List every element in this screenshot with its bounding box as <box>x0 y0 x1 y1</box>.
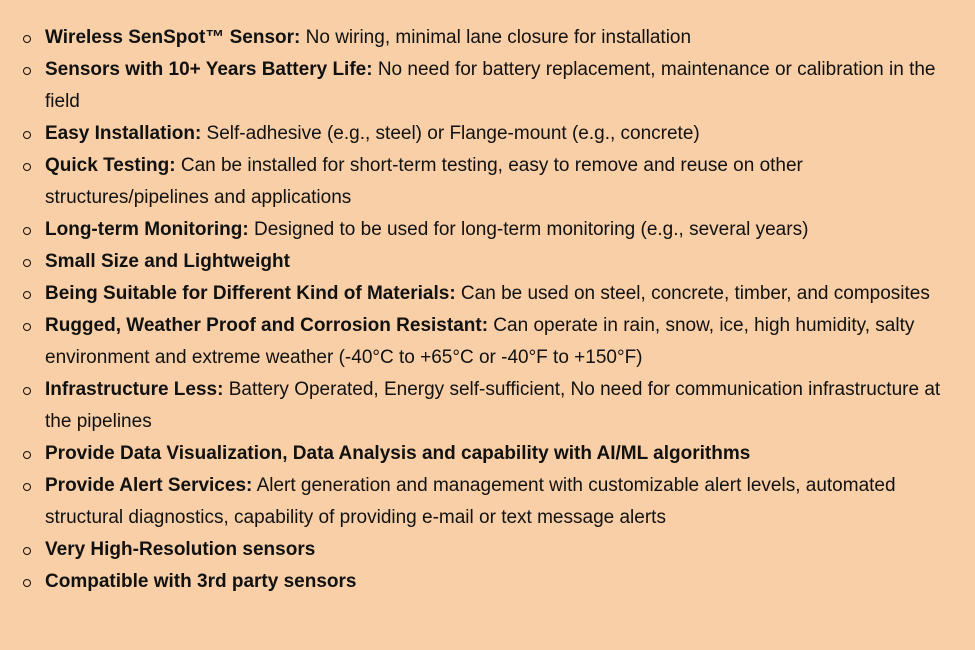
list-item <box>22 118 963 150</box>
list-item <box>22 310 963 374</box>
feature-description: No wiring, minimal lane closure for installation <box>300 27 692 48</box>
feature-title: Being Suitable for Different Kind of Materials: <box>45 283 456 304</box>
feature-description: Battery Operated, Energy self-sufficient, No need for communication infrastructure at the pipelines <box>45 379 941 432</box>
list-item <box>22 566 963 598</box>
hollow-bullet-icon <box>23 579 31 587</box>
feature-description: No need for battery replacement, maintenance or calibration in the field <box>45 59 936 112</box>
feature-title: Long-term Monitoring: <box>45 219 249 240</box>
list-item <box>22 22 963 54</box>
feature-title: Easy Installation: <box>45 123 202 144</box>
hollow-bullet-icon <box>23 323 31 331</box>
hollow-bullet-icon <box>23 291 31 299</box>
hollow-bullet-icon <box>23 35 31 43</box>
list-item <box>22 438 963 470</box>
feature-title: Rugged, Weather Proof and Corrosion Resistant: <box>45 315 489 336</box>
list-item <box>22 150 963 214</box>
list-item <box>22 470 963 534</box>
feature-title: Provide Alert Services: <box>45 475 253 496</box>
feature-description: Self-adhesive (e.g., steel) or Flange-mount (e.g., concrete) <box>201 123 700 144</box>
hollow-bullet-icon <box>23 451 31 459</box>
hollow-bullet-icon <box>23 483 31 491</box>
hollow-bullet-icon <box>23 387 31 395</box>
list-item <box>22 214 963 246</box>
list-item <box>22 534 963 566</box>
feature-description: Can be installed for short-term testing, easy to remove and reuse on other structures/pipelines and applications <box>45 155 803 208</box>
list-item <box>22 278 963 310</box>
hollow-bullet-icon <box>23 227 31 235</box>
feature-title: Sensors with 10+ Years Battery Life: <box>45 59 373 80</box>
feature-description: Alert generation and management with customizable alert levels, automated structural diagnostics, capability of providing e-mail or text message alerts <box>45 475 896 528</box>
hollow-bullet-icon <box>23 259 31 267</box>
feature-title: Small Size and Lightweight <box>45 251 290 272</box>
feature-description: Designed to be used for long-term monitoring (e.g., several years) <box>248 219 809 240</box>
list-item <box>22 54 963 118</box>
list-item <box>22 246 963 278</box>
hollow-bullet-icon <box>23 547 31 555</box>
feature-title: Provide Data Visualization, Data Analysis and capability with AI/ML algorithms <box>45 443 751 464</box>
feature-title: Wireless SenSpot™ Sensor: <box>45 27 301 48</box>
list-item <box>22 374 963 438</box>
feature-title: Quick Testing: <box>45 155 176 176</box>
feature-description: Can operate in rain, snow, ice, high humidity, salty environment and extreme weather (-40°C to +65°C or -40°F to +150°F) <box>45 315 915 368</box>
feature-title: Very High-Resolution sensors <box>45 539 316 560</box>
hollow-bullet-icon <box>23 67 31 75</box>
feature-list <box>22 22 963 598</box>
feature-title: Compatible with 3rd party sensors <box>45 571 357 592</box>
hollow-bullet-icon <box>23 163 31 171</box>
feature-title: Infrastructure Less: <box>45 379 224 400</box>
feature-description: Can be used on steel, concrete, timber, and composites <box>455 283 930 304</box>
hollow-bullet-icon <box>23 131 31 139</box>
